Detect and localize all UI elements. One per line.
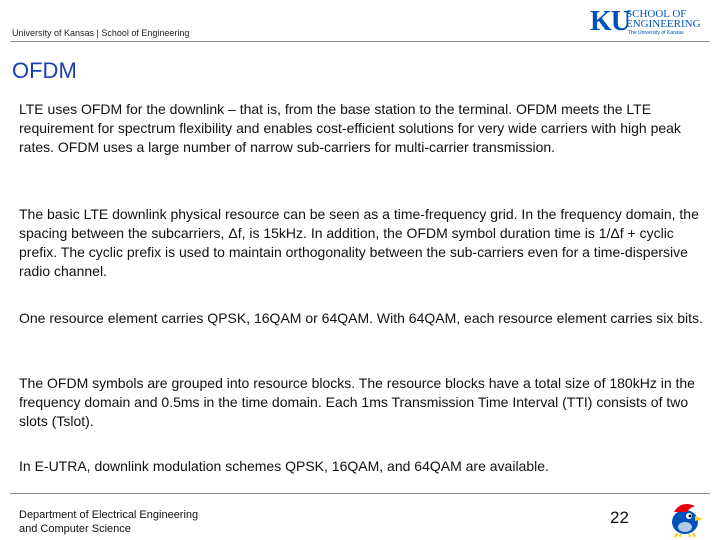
paragraph-3: One resource element carries QPSK, 16QAM or 64QAM. With 64QAM, each resource element carries six bits. <box>19 310 703 326</box>
ku-logo <box>590 8 710 40</box>
footer-department <box>19 508 198 536</box>
ku-logo-tagline: The University of Kansas <box>628 30 684 36</box>
footer-rule <box>10 493 710 494</box>
ku-logo-mark: KU <box>590 6 630 37</box>
ku-logo-line1: SCHOOL OF <box>626 8 687 20</box>
footer-department-line2: and Computer Science <box>19 523 131 535</box>
page-number: 22 <box>610 508 629 527</box>
paragraph-1: LTE uses OFDM for the downlink – that is, from the base station to the terminal. OFDM meets the LTE requirement for spectrum flexibility and enables cost-efficient solutions for very wide carriers with high peak rates. OFDM uses a large number of narrow sub-carriers for multi-carrier transmission. <box>19 101 681 155</box>
header-institution: University of Kansas | School of Engineering <box>12 28 190 38</box>
footer-department-line1: Department of Electrical Engineering <box>19 509 199 521</box>
header-rule <box>10 41 710 42</box>
jayhawk-icon <box>665 496 705 538</box>
paragraph-2: The basic LTE downlink physical resource can be seen as a time-frequency grid. In the frequency domain, the spacing between the subcarriers, Δf, is 15kHz. In addition, the OFDM symbol duration time is 1/Δf + cyclic prefix. The cyclic prefix is used to maintain orthogonality between the sub-carriers even for a time-dispersive radio channel. <box>19 206 699 279</box>
slide-title: OFDM <box>12 58 77 83</box>
ku-logo-school <box>626 9 701 29</box>
paragraph-4: The OFDM symbols are grouped into resource blocks. The resource blocks have a total size of 180kHz in the frequency domain and 0.5ms in the time domain. Each 1ms Transmission Time Interval (TTI) consists of two slots (Tslot). <box>19 375 695 429</box>
paragraph-5: In E-UTRA, downlink modulation schemes QPSK, 16QAM, and 64QAM are available. <box>19 458 549 474</box>
ku-logo-line2: ENGINEERING <box>626 18 701 30</box>
